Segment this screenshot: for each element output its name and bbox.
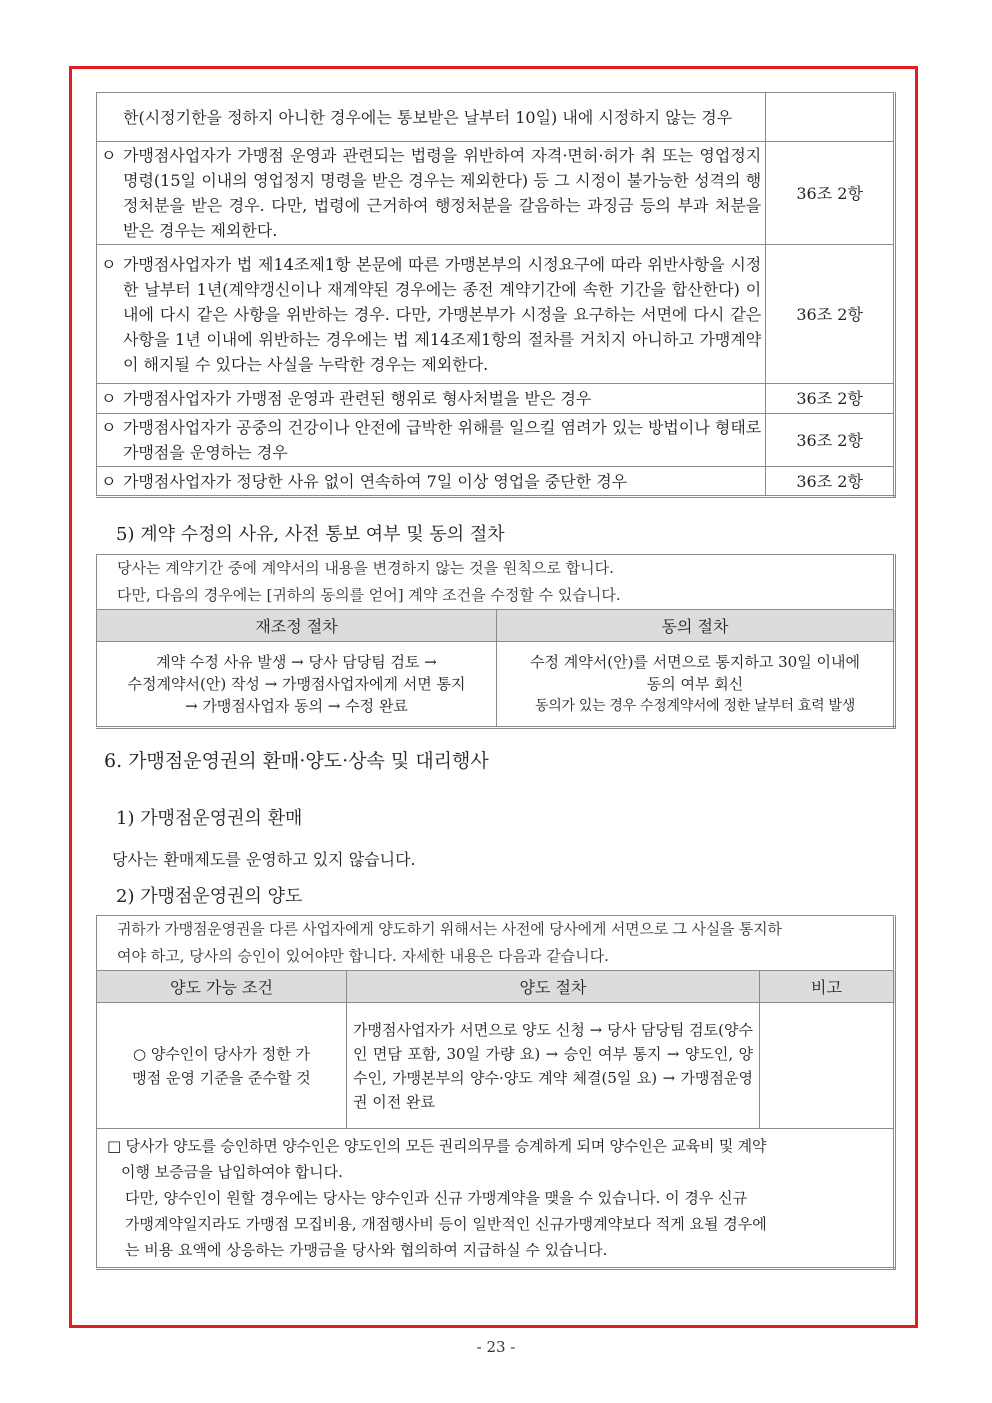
ref-cell: 36조 2항 (766, 384, 895, 414)
table-row (97, 555, 895, 610)
ref-cell: 36조 2항 (766, 414, 895, 467)
bullet-mark: ㅇ (101, 418, 117, 437)
table-row (97, 1129, 895, 1269)
column-header: 비고 (760, 971, 895, 1003)
transfer-note-cell (97, 1129, 895, 1269)
subsection-1-heading: 1) 가맹점운영권의 환매 (116, 808, 303, 829)
reason-cell (97, 142, 766, 245)
transfer-procedure-cell: 가맹점사업자가 서면으로 양도 신청 → 당사 담당팀 검토(양수인 면담 포함, 30일 가량 요) → 승인 여부 통지 → 양도인, 양수인, 가맹본부의 양수·양도 계약 체결(5일 요) → 가맹점운영권 이전 완료 (347, 1003, 760, 1129)
reason-text: 가맹점사업자가 법 제14조제1항 본문에 따른 가맹본부의 시정요구에 따라 위반사항을 시정한 날부터 1년(계약갱신이나 재계약된 경우에는 종전 계약기간에 속한 기간을 합산한다) 이내에 다시 같은 사항을 위반하는 경우. 다만, 가맹본부가 시정을 요구하는 서면에 다시 같은 사항을 1년 이내에 위반하는 경우에는 법 제14조제1항의 절차를 거치지 아니하고 가맹계약이 해지될 수 있다는 사실을 누락한 경우는 제외한다. (123, 254, 762, 374)
reason-cell (97, 414, 766, 467)
table-row (97, 384, 895, 414)
column-header: 동의 절차 (497, 610, 895, 642)
table-row (97, 642, 895, 728)
column-header: 양도 가능 조건 (97, 971, 347, 1003)
transfer-condition-cell (97, 1003, 347, 1129)
section-6-heading: 6. 가맹점운영권의 환매·양도·상속 및 대리행사 (104, 750, 489, 772)
termination-reasons-table (96, 92, 896, 498)
reason-cell (97, 467, 766, 497)
section-5-heading: 5) 계약 수정의 사유, 사전 통보 여부 및 동의 절차 (116, 524, 505, 545)
table-row (97, 467, 895, 497)
intro-line: 당사는 계약기간 중에 계약서의 내용을 변경하지 않는 것을 원칙으로 합니다. (117, 559, 614, 577)
note-line: □ 당사가 양도를 승인하면 양수인은 양도인의 모든 권리의무를 승계하게 되며 양수인은 교육비 및 계약 (107, 1137, 767, 1155)
intro-line: 여야 하고, 당사의 승인이 있어야만 합니다. 자세한 내용은 다음과 같습니다. (117, 947, 609, 965)
intro-cell (97, 555, 895, 610)
procedure-line: 계약 수정 사유 발생 → 당사 담당팀 검토 → (156, 653, 437, 671)
ref-cell (766, 93, 895, 142)
readjust-procedure-cell (97, 642, 497, 728)
reason-text: 가맹점사업자가 가맹점 운영과 관련되는 법령을 위반하여 자격·면허·허가 취 또는 영업정지 명령(15일 이내의 영업정지 명령을 받은 경우는 제외한다) 등 그 시정이 불가능한 성격의 행정처분을 받은 경우. 다만, 법령에 근거하여 행정처분을 갈음하는 과징금 등의 부과 처분을 받은 경우는 제외한다. (123, 146, 762, 240)
intro-line: 귀하가 가맹점운영권을 다른 사업자에게 양도하기 위해서는 사전에 당사에게 서면으로 그 사실을 통지하 (117, 920, 782, 938)
procedure-line: 동의 여부 회신 (646, 675, 744, 693)
reason-text: 한(시정기한을 정하지 아니한 경우에는 통보받은 날부터 10일) 내에 시정하지 않는 경우 (123, 107, 733, 127)
column-header: 양도 절차 (347, 971, 760, 1003)
table-row (97, 142, 895, 245)
condition-line: 맹점 운영 기준을 준수할 것 (132, 1068, 311, 1087)
bullet-mark: ㅇ (101, 146, 117, 165)
reason-text: 가맹점사업자가 정당한 사유 없이 연속하여 7일 이상 영업을 중단한 경우 (123, 471, 628, 491)
transfer-table (96, 915, 896, 1270)
table-row (97, 93, 895, 142)
contract-modification-table (96, 554, 896, 729)
reason-text: 가맹점사업자가 공중의 건강이나 안전에 급박한 위해를 일으킬 염려가 있는 방법이나 형태로 가맹점을 운영하는 경우 (123, 418, 762, 462)
table-header-row (97, 610, 895, 642)
bullet-mark: ㅇ (101, 254, 117, 274)
table-row (97, 916, 895, 971)
procedure-line: → 가맹점사업자 동의 → 수정 완료 (185, 697, 408, 715)
bullet-mark: ㅇ (101, 471, 117, 491)
reason-cell (97, 245, 766, 384)
note-line: 는 비용 요액에 상응하는 가맹금을 당사와 협의하여 지급하실 수 있습니다. (125, 1241, 608, 1259)
note-line: 다만, 양수인이 원할 경우에는 당사는 양수인과 신규 가맹계약을 맺을 수 있습니다. 이 경우 신규 (125, 1189, 748, 1207)
reason-cell (97, 93, 766, 142)
ref-cell: 36조 2항 (766, 142, 895, 245)
table-header-row (97, 971, 895, 1003)
ref-cell: 36조 2항 (766, 245, 895, 384)
subsection-2-heading: 2) 가맹점운영권의 양도 (116, 886, 303, 907)
intro-line: 다만, 다음의 경우에는 [귀하의 동의를 얻어] 계약 조건을 수정할 수 있습니다. (117, 586, 621, 604)
remark-cell (760, 1003, 895, 1129)
condition-line: ○ 양수인이 당사가 정한 가 (132, 1044, 311, 1063)
ref-cell: 36조 2항 (766, 467, 895, 497)
note-line: 가맹계약일지라도 가맹점 모집비용, 개점행사비 등이 일반적인 신규가맹계약보다 적게 요될 경우에 (125, 1215, 767, 1233)
procedure-line: 수정 계약서(안)를 서면으로 통지하고 30일 이내에 (530, 653, 860, 671)
table-row (97, 1003, 895, 1129)
intro-cell (97, 916, 895, 971)
consent-procedure-cell (497, 642, 895, 728)
procedure-line: 수정계약서(안) 작성 → 가맹점사업자에게 서면 통지 (127, 675, 466, 693)
bullet-mark: ㅇ (101, 389, 117, 408)
reason-text: 가맹점사업자가 가맹점 운영과 관련된 행위로 형사처벌을 받은 경우 (123, 389, 592, 408)
page-number: - 23 - (476, 1338, 516, 1356)
table-row (97, 245, 895, 384)
note-line: 이행 보증금을 납입하여야 합니다. (121, 1163, 343, 1181)
table-row (97, 414, 895, 467)
column-header: 재조정 절차 (97, 610, 497, 642)
subsection-1-text: 당사는 환매제도를 운영하고 있지 않습니다. (112, 850, 416, 869)
reason-cell (97, 384, 766, 414)
procedure-line: 동의가 있는 경우 수정계약서에 정한 날부터 효력 발생 (535, 698, 855, 714)
